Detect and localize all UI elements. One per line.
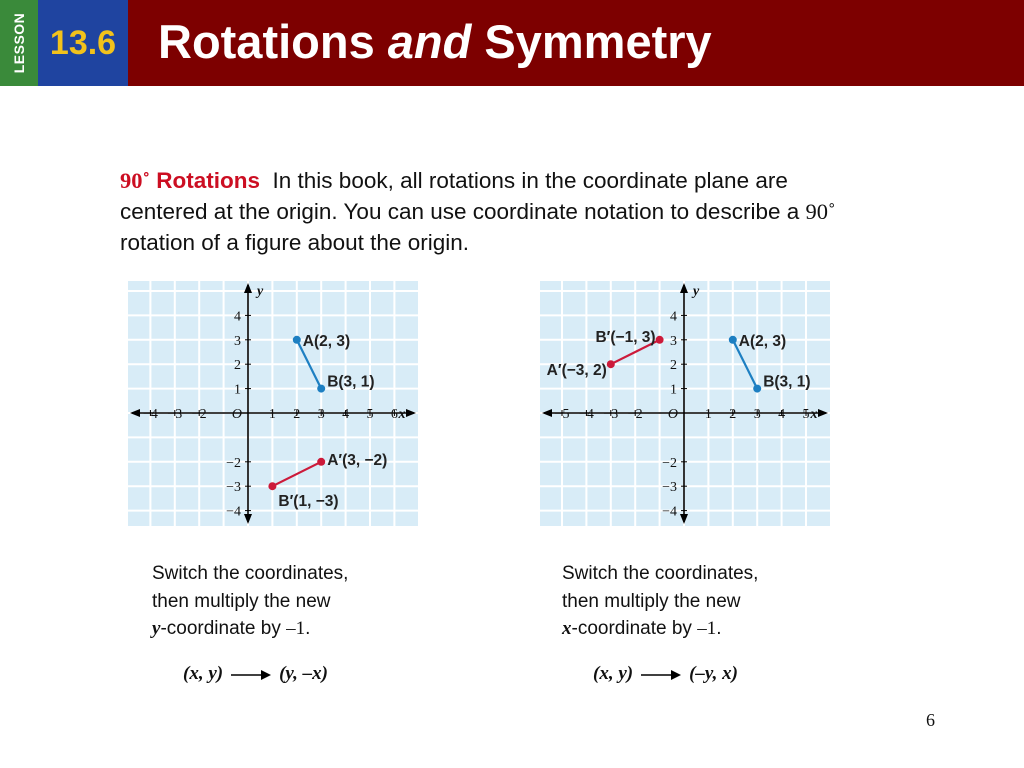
y-tick-label: 1 <box>670 382 677 398</box>
point-label-b-prime: B′(1, −3) <box>278 493 339 511</box>
point-label-b: B(3, 1) <box>763 373 811 391</box>
header-bar <box>0 0 1024 86</box>
y-tick-label: −2 <box>226 455 241 471</box>
arrow-icon <box>641 669 681 681</box>
y-tick-label: 1 <box>234 382 241 398</box>
x-axis-label: x <box>810 407 818 422</box>
arrow-icon <box>231 669 271 681</box>
x-tick-label: −4 <box>142 407 158 422</box>
intro-heading-degree: 90˚ <box>120 168 150 193</box>
lesson-number: 13.6 <box>38 0 128 86</box>
caption-right-line-3 <box>562 615 758 643</box>
caption-right-text: -coordinate by <box>571 618 698 639</box>
x-tick-label: 5 <box>802 407 810 422</box>
caption-left-line-1: Switch the coordinates, <box>152 563 349 584</box>
lesson-label: LESSON <box>11 12 27 74</box>
x-tick-label: −3 <box>167 407 183 422</box>
title-part-2: and <box>387 15 472 68</box>
point-label-a: A(2, 3) <box>738 332 787 350</box>
title-part-1: Rotations <box>158 15 388 68</box>
caption-right-var: x <box>562 618 572 639</box>
y-tick-label: 3 <box>234 333 241 349</box>
rule-left <box>183 663 328 685</box>
x-tick-label: −2 <box>191 407 207 422</box>
point-b-prime <box>268 482 276 490</box>
x-tick-label: −4 <box>578 407 594 422</box>
y-axis-label: y <box>693 284 700 299</box>
point-a <box>729 336 737 344</box>
intro-text-1: In this book, all rotations in the coordinate plane are centered at the origin. You can use coordinate notation to describe a <box>120 168 806 224</box>
caption-right-line-1: Switch the coordinates, <box>562 563 759 584</box>
point-b-prime <box>656 336 664 344</box>
point-b <box>753 385 761 393</box>
x-tick-label: 1 <box>704 407 712 422</box>
rule-left-from: (x, y) <box>183 663 224 684</box>
point-a-prime <box>607 360 615 368</box>
lesson-tab <box>0 0 38 86</box>
caption-left-line-2: then multiply the new <box>152 590 331 612</box>
caption-left-text: -coordinate by <box>160 618 287 639</box>
caption-right-factor: –1 <box>697 618 717 639</box>
intro-text-2: rotation of a figure about the origin. <box>120 230 469 255</box>
caption-right-period: . <box>716 618 722 639</box>
y-tick-label: −3 <box>662 480 677 496</box>
page-title <box>158 14 712 69</box>
point-label-a-prime: A′(3, −2) <box>327 451 388 469</box>
caption-left-period: . <box>305 618 311 639</box>
y-tick-label: 2 <box>670 358 677 374</box>
point-label-b-prime: B′(−1, 3) <box>595 328 656 346</box>
x-tick-label: 3 <box>317 407 325 422</box>
x-tick-label: 6 <box>390 407 398 422</box>
rule-left-to: (y, –x) <box>279 663 328 684</box>
caption-left-line-3 <box>152 615 348 643</box>
caption-left <box>152 560 348 643</box>
coordinate-graph-right <box>540 281 830 526</box>
y-tick-label: −3 <box>226 480 241 496</box>
x-axis-label: x <box>398 407 406 422</box>
caption-right-line-2: then multiply the new <box>562 590 741 612</box>
x-tick-label: 5 <box>366 407 374 422</box>
y-tick-label: 4 <box>234 309 241 325</box>
point-b <box>317 385 325 393</box>
title-part-3: Symmetry <box>471 15 712 68</box>
intro-paragraph <box>120 165 850 258</box>
origin-label: O <box>231 407 242 422</box>
x-tick-label: −5 <box>554 407 570 422</box>
coordinate-graph-left <box>128 281 418 526</box>
y-tick-label: 3 <box>670 333 677 349</box>
caption-left-var: y <box>152 618 161 639</box>
x-tick-label: 4 <box>342 407 350 422</box>
point-a <box>293 336 301 344</box>
caption-left-factor: –1 <box>286 618 306 639</box>
y-tick-label: 2 <box>234 358 241 374</box>
x-tick-label: −3 <box>603 407 619 422</box>
point-a-prime <box>317 458 325 466</box>
y-tick-label: −4 <box>226 504 241 520</box>
x-tick-label: −2 <box>627 407 643 422</box>
rule-right-to: (–y, x) <box>689 663 738 684</box>
rule-right-from: (x, y) <box>593 663 634 684</box>
x-tick-label: 1 <box>268 407 276 422</box>
x-tick-label: 3 <box>753 407 761 422</box>
x-tick-label: 4 <box>778 407 786 422</box>
y-tick-label: −4 <box>662 504 677 520</box>
point-label-a-prime: A′(−3, 2) <box>546 362 607 380</box>
y-tick-label: 4 <box>670 309 677 325</box>
caption-right <box>562 560 758 643</box>
intro-text-degree: 90˚ <box>805 199 836 224</box>
intro-heading-word: Rotations <box>156 168 261 193</box>
x-tick-label: 2 <box>293 407 301 422</box>
origin-label: O <box>667 407 678 422</box>
point-label-a: A(2, 3) <box>302 332 351 350</box>
rule-right <box>593 663 738 685</box>
y-axis-label: y <box>257 284 264 299</box>
page-number: 6 <box>926 710 935 730</box>
x-tick-label: 2 <box>729 407 737 422</box>
point-label-b: B(3, 1) <box>327 373 375 391</box>
y-tick-label: −2 <box>662 455 677 471</box>
